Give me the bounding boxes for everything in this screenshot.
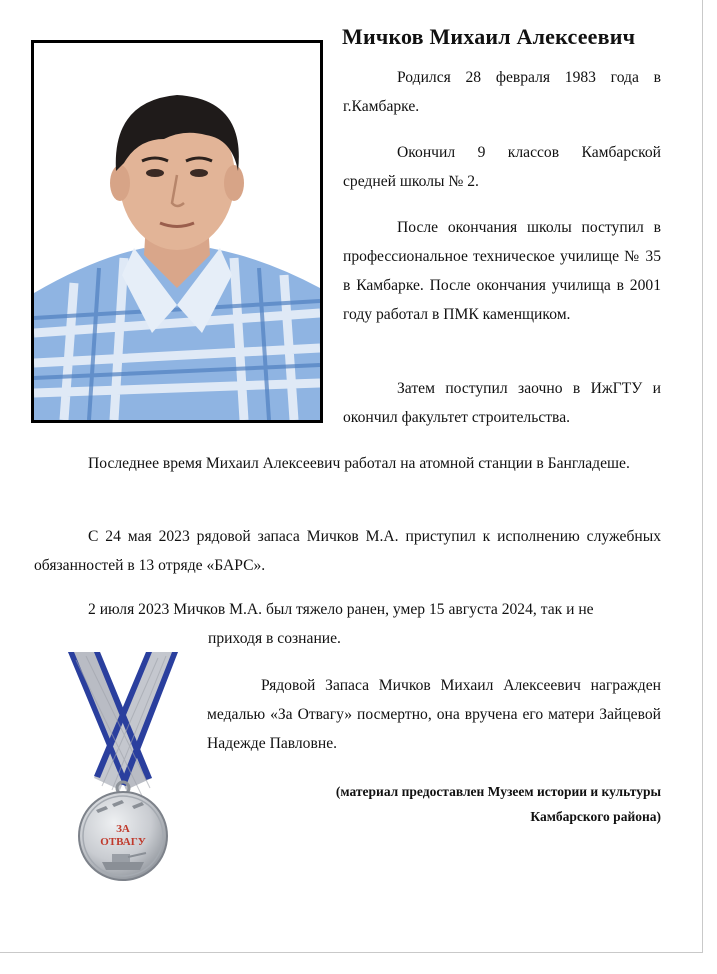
page-title: Мичков Михаил Алексеевич	[342, 24, 636, 49]
bangladesh-paragraph: Последнее время Михаил Алексеевич работал на атомной станции в Бангладеше.	[88, 455, 630, 472]
university-paragraph: Затем поступил заочно в ИжГТУ и окончил факультет строительства.	[343, 380, 661, 426]
wounded-line-1: 2 июля 2023 Мичков М.А. был тяжело ранен, умер 15 августа 2024, так и не	[88, 601, 594, 618]
portrait-photo-icon	[34, 43, 320, 420]
medal-for-courage-icon	[62, 650, 184, 882]
college-paragraph: После окончания школы поступил в профессиональное техническое училище № 35 в Камбарке. После окончания училища в 2001 году работал в ПМК каменщиком.	[343, 219, 661, 323]
service-paragraph: С 24 мая 2023 рядовой запаса Мичков М.А. приступил к исполнению служебных обязанностей в 13 отряде «БАРС».	[34, 528, 661, 574]
wounded-line-2: приходя в сознание.	[208, 630, 341, 647]
school-paragraph: Окончил 9 классов Камбарской средней школы № 2.	[343, 144, 661, 190]
medal-inscription-line-2: ОТВАГУ	[100, 836, 146, 848]
medal-image	[62, 650, 184, 882]
award-paragraph: Рядовой Запаса Мичков Михаил Алексеевич награжден медалью «За Отвагу» посмертно, она вручена его матери Зайцевой Надежде Павловне.	[207, 677, 661, 752]
wounded-paragraph	[34, 595, 661, 653]
source-note-line-2: Камбарского района)	[530, 809, 661, 824]
source-note	[281, 779, 661, 829]
birth-paragraph: Родился 28 февраля 1983 года в г.Камбарке.	[343, 69, 661, 115]
source-note-line-1: (материал предоставлен Музеем истории и культуры	[335, 784, 661, 799]
portrait-photo	[31, 40, 323, 423]
medal-inscription-line-1: ЗА	[116, 823, 130, 835]
